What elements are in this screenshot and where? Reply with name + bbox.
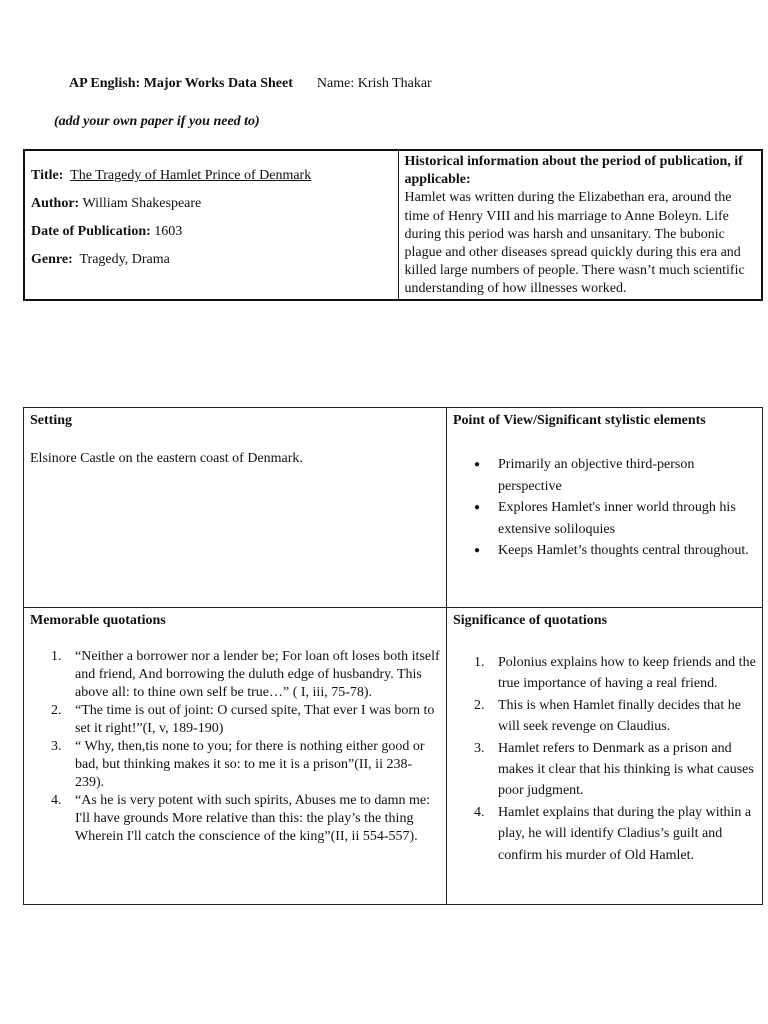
significance-item [474,652,756,695]
quotation-text: “ Why, then,tis none to you; for there is nothing either good or bad, but thinking makes it so: to me it is a prison”(II, ii 238-239). [75,739,425,790]
title-value: The Tragedy of Hamlet Prince of Denmark [70,168,312,183]
quotations-heading: Memorable quotations [30,613,166,628]
significance-number: 1. [474,655,485,670]
significance-cell [447,608,763,905]
student-name: Name: Krish Thakar [316,76,432,91]
significance-heading: Significance of quotations [453,613,608,628]
date-label: Date of Publication: [31,224,151,239]
author-value: William Shakespeare [82,196,202,211]
title-label: Title: [31,168,64,183]
significance-list [453,652,756,866]
genre-field [31,251,392,269]
quotations-cell [24,608,447,905]
setting-text: Elsinore Castle on the eastern coast of Denmark. [30,451,303,466]
historical-heading: Historical information about the period of publication, if applicable: [404,154,743,188]
pov-item: ● Primarily an objective third-person perspective [498,454,756,497]
significance-text: Hamlet refers to Denmark as a prison and makes it clear that his thinking is what causes poor judgment. [498,740,754,799]
work-info-table [23,149,763,301]
significance-text: This is when Hamlet finally decides that he will seek revenge on Claudius. [498,697,741,735]
genre-label: Genre: [31,252,73,267]
analysis-table [23,407,763,905]
pov-cell [447,408,763,608]
date-value: 1603 [154,224,183,239]
author-field [31,195,392,213]
instructions-note: (add your own paper if you need to) [54,114,260,129]
significance-item [474,695,756,738]
work-details-cell [24,150,398,300]
setting-cell [24,408,447,608]
quotation-item [51,648,440,702]
pov-item: ● Explores Hamlet's inner world through his extensive soliloquies [498,497,756,540]
title-field [31,167,392,185]
quotation-number: 2. [51,703,62,718]
quotation-number: 1. [51,649,62,664]
significance-item [474,802,756,866]
quotation-text: “Neither a borrower nor a lender be; For loan oft loses both itself and friend, And borrowing the duluth edge of husbandry. This above all: to thine own self be true…” ( I, iii, 75-78). [75,649,440,700]
setting-heading: Setting [30,413,72,428]
quotation-number: 3. [51,739,62,754]
pov-item: ● Keeps Hamlet’s thoughts central throughout. [498,540,756,562]
quotation-text: “The time is out of joint: O cursed spite, That ever I was born to set it right!”(I, v, 189-190) [75,703,435,736]
pov-list [453,454,756,562]
quotation-item [51,738,440,792]
significance-item [474,738,756,802]
significance-number: 3. [474,740,485,756]
quotation-number: 4. [51,793,62,808]
pov-heading: Point of View/Significant stylistic elements [453,413,706,428]
date-field [31,223,392,241]
genre-value: Tragedy, Drama [79,252,170,267]
quotation-text: “As he is very potent with such spirits, Abuses me to damn me: I'll have grounds More relative than this: the play’s the thing Wherein I'll catch the conscience of the king”(II, ii 554-557). [75,793,431,844]
significance-text: Hamlet explains that during the play within a play, he will identify Cladius’s guilt and confirm his murder of Old Hamlet. [498,804,752,863]
historical-info-cell [398,150,762,300]
historical-text: Hamlet was written during the Elizabethan era, around the time of Henry VIII and his marriage to Anne Boleyn. Life during this period was harsh and unsanitary. The bubonic plague and other diseases spread quickly during this era and killed large numbers of people. There wasn’t much scientific understanding of how illnesses worked. [404,190,745,297]
significance-text: Polonius explains how to keep friends and the true importance of having a real friend. [498,655,756,692]
quotation-item [51,792,440,846]
significance-number: 4. [474,804,485,820]
sheet-title: AP English: Major Works Data Sheet [69,76,293,91]
significance-number: 2. [474,697,485,713]
document-header [69,76,432,92]
quotation-item [51,702,440,738]
quotations-list [30,648,440,846]
author-label: Author: [31,196,80,211]
